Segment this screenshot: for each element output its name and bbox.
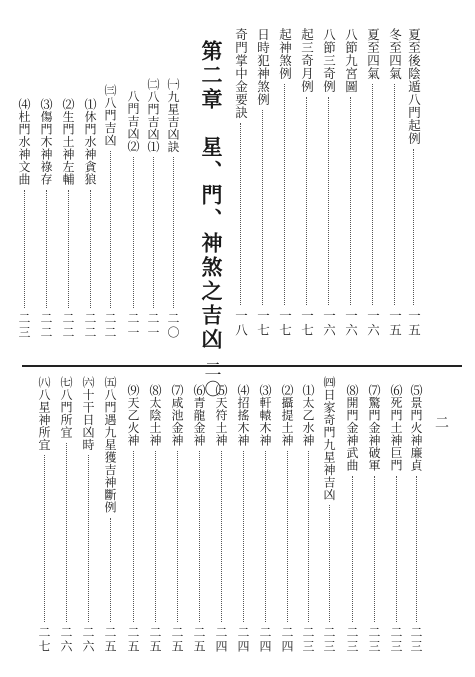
page-number: 二 <box>433 415 449 429</box>
toc-entry <box>127 90 139 340</box>
toc-entry-title: 八門吉凶⑵ <box>126 90 140 153</box>
leader-dots <box>287 451 288 623</box>
leader-dots <box>221 451 222 623</box>
toc-entry-page: 二三 <box>322 626 336 654</box>
toc-entry-title: ㈢八門吉凶 <box>103 84 117 147</box>
toc-entry-page: 二四 <box>236 626 250 654</box>
leader-dots <box>372 84 373 305</box>
toc-entry-title: ⑹死門土神巨門 <box>389 384 403 472</box>
toc-entry-title: ⑺咸池金神 <box>170 384 184 447</box>
toc-entry-page: 二六 <box>59 626 73 654</box>
leader-dots <box>329 505 330 622</box>
leader-dots <box>240 123 241 305</box>
leader-dots <box>284 84 285 305</box>
leader-dots <box>416 476 417 623</box>
toc-entry-page: 二三 <box>367 626 381 654</box>
leader-dots <box>44 455 45 622</box>
toc-entry <box>344 28 357 338</box>
chapter-heading <box>196 40 226 400</box>
toc-entry <box>171 384 183 654</box>
toc-entry-title: ⑷招搖木神 <box>236 384 250 447</box>
toc-entry-page: 二二 <box>61 312 75 340</box>
toc-entry-title: ㈧八星神所宜 <box>37 376 51 451</box>
toc-entry <box>366 28 379 338</box>
leader-dots <box>110 518 111 623</box>
toc-entry-title: ⑶傷門木神祿存 <box>39 98 53 186</box>
leader-dots <box>328 97 329 305</box>
leader-dots <box>262 110 263 305</box>
toc-entry-page: 一六 <box>343 309 359 338</box>
chapter-page: 二〇 <box>200 360 221 400</box>
toc-entry-page: 二三 <box>345 626 359 654</box>
leader-dots <box>243 451 244 623</box>
toc-entry-page: 一五 <box>387 309 403 338</box>
leader-dots <box>394 84 395 305</box>
toc-entry-page: 二五 <box>126 626 140 654</box>
toc-entry-title: ㈠九星吉凶訣 <box>166 78 180 153</box>
toc-entry-title: 起三奇月例 <box>299 28 315 93</box>
leader-dots <box>177 451 178 623</box>
toc-entry-page: 二三 <box>389 626 403 654</box>
toc-entry-title: ㈥十干日凶時 <box>81 376 95 451</box>
toc-entry-title: ⑹青龍金神 <box>192 384 206 447</box>
leader-dots <box>173 157 174 308</box>
toc-entry-page: 一八 <box>233 309 249 338</box>
leader-dots <box>153 157 154 308</box>
toc-entry-title: ⑴太乙水神 <box>301 384 315 447</box>
toc-entry-title: ⑶軒轅木神 <box>258 384 272 447</box>
toc-entry-page: 一七 <box>255 309 271 338</box>
section-divider <box>22 365 462 367</box>
toc-entry-title: 夏至後陰遁八門起例 <box>406 28 422 145</box>
toc-entry-page: 一六 <box>321 309 337 338</box>
leader-dots <box>199 451 200 623</box>
toc-entry <box>368 384 380 654</box>
toc-entry <box>127 384 139 654</box>
toc-entry-page: 二五 <box>192 626 206 654</box>
toc-entry-title: 奇門掌中金要訣 <box>233 28 249 119</box>
toc-entry-title: ⑻太陰土神 <box>148 384 162 447</box>
toc-entry <box>322 28 335 338</box>
toc-entry-page: 二四 <box>258 626 272 654</box>
toc-entry <box>18 98 30 340</box>
toc-entry <box>167 78 179 340</box>
chapter-title: 第二章 星、門、神煞之吉凶 <box>199 40 223 352</box>
leader-dots <box>133 451 134 623</box>
toc-entry <box>388 28 401 338</box>
toc-entry-title: ⑸景門火神廉貞 <box>409 384 423 472</box>
leader-dots <box>306 97 307 305</box>
toc-entry-title: ⑺驚門金神破軍 <box>367 384 381 472</box>
toc-entry-title: 八節三奇例 <box>321 28 337 93</box>
leader-dots <box>352 476 353 623</box>
toc-entry <box>84 98 96 340</box>
toc-entry-title: 起神煞例 <box>277 28 293 80</box>
toc-entry <box>38 376 50 654</box>
toc-entry-title: ㈦八門所宜 <box>59 376 73 439</box>
toc-entry-page: 一七 <box>277 309 293 338</box>
toc-entry-page: 二五 <box>103 626 117 654</box>
toc-entry-title: 日時犯神煞例 <box>255 28 271 106</box>
toc-entry <box>346 384 358 654</box>
leader-dots <box>66 443 67 623</box>
toc-bottom-half <box>0 372 475 677</box>
toc-entry-page: 二二 <box>83 312 97 340</box>
leader-dots <box>68 190 69 309</box>
toc-entry <box>302 384 314 654</box>
toc-entry <box>104 84 116 340</box>
toc-entry-title: ⑷杜門水神文曲 <box>17 98 31 186</box>
toc-entry-title: ⑻開門金神武曲 <box>345 384 359 472</box>
toc-entry <box>300 28 313 338</box>
toc-entry <box>62 98 74 340</box>
toc-entry-page: 二一 <box>146 312 160 340</box>
toc-entry <box>407 28 420 338</box>
leader-dots <box>90 190 91 309</box>
leader-dots <box>413 149 414 305</box>
toc-entry-title: ㈣日家奇門九星神吉凶 <box>322 376 336 501</box>
toc-entry-title: ㈡八門吉凶⑴ <box>146 78 160 153</box>
toc-entry-page: 二三 <box>17 312 31 340</box>
toc-entry-page: 二二 <box>103 312 117 340</box>
toc-entry-title: 八節九宮圖 <box>343 28 359 93</box>
leader-dots <box>374 476 375 623</box>
toc-entry <box>60 376 72 654</box>
toc-entry-page: 二七 <box>37 626 51 654</box>
toc-entry <box>215 384 227 654</box>
toc-entry-title: 夏至四氣 <box>365 28 381 80</box>
toc-entry-page: 二六 <box>81 626 95 654</box>
toc-entry-page: 二四 <box>214 626 228 654</box>
toc-entry <box>390 384 402 654</box>
leader-dots <box>46 190 47 309</box>
toc-entry <box>40 98 52 340</box>
leader-dots <box>308 451 309 623</box>
leader-dots <box>155 451 156 623</box>
toc-entry-page: 二〇 <box>166 312 180 340</box>
toc-entry-title: ㈤八門遇九星獲吉神斷例 <box>103 376 117 514</box>
toc-entry <box>149 384 161 654</box>
toc-entry <box>259 384 271 654</box>
toc-entry-page: 一六 <box>365 309 381 338</box>
leader-dots <box>24 190 25 309</box>
toc-entry-title: ⑵攝提土神 <box>280 384 294 447</box>
toc-entry-title: 冬至四氣 <box>387 28 403 80</box>
toc-entry-title: ⑴休門水神貪狼 <box>83 98 97 186</box>
toc-entry <box>234 28 247 338</box>
toc-entry <box>193 384 205 654</box>
toc-entry <box>82 376 94 654</box>
toc-entry-page: 一五 <box>406 309 422 338</box>
leader-dots <box>350 97 351 305</box>
toc-entry-title: ⑸天符土神 <box>214 384 228 447</box>
toc-entry <box>410 384 422 654</box>
toc-entry <box>323 376 335 654</box>
toc-entry-title: ⑼天乙火神 <box>126 384 140 447</box>
toc-entry <box>104 376 116 654</box>
toc-entry-page: 二一 <box>126 312 140 340</box>
toc-entry <box>278 28 291 338</box>
toc-entry-title: ⑵生門土神左輔 <box>61 98 75 186</box>
toc-entry <box>147 78 159 340</box>
toc-entry-page: 二四 <box>280 626 294 654</box>
toc-entry-page: 二三 <box>409 626 423 654</box>
toc-entry-page: 二五 <box>148 626 162 654</box>
leader-dots <box>88 455 89 622</box>
leader-dots <box>133 157 134 309</box>
toc-entry <box>237 384 249 654</box>
toc-entry <box>256 28 269 338</box>
toc-entry-page: 一七 <box>299 309 315 338</box>
toc-entry-page: 二二 <box>39 312 53 340</box>
toc-entry-page: 二三 <box>301 626 315 654</box>
leader-dots <box>265 451 266 623</box>
toc-entry-page: 二五 <box>170 626 184 654</box>
leader-dots <box>396 476 397 623</box>
leader-dots <box>110 151 111 309</box>
toc-entry <box>281 384 293 654</box>
